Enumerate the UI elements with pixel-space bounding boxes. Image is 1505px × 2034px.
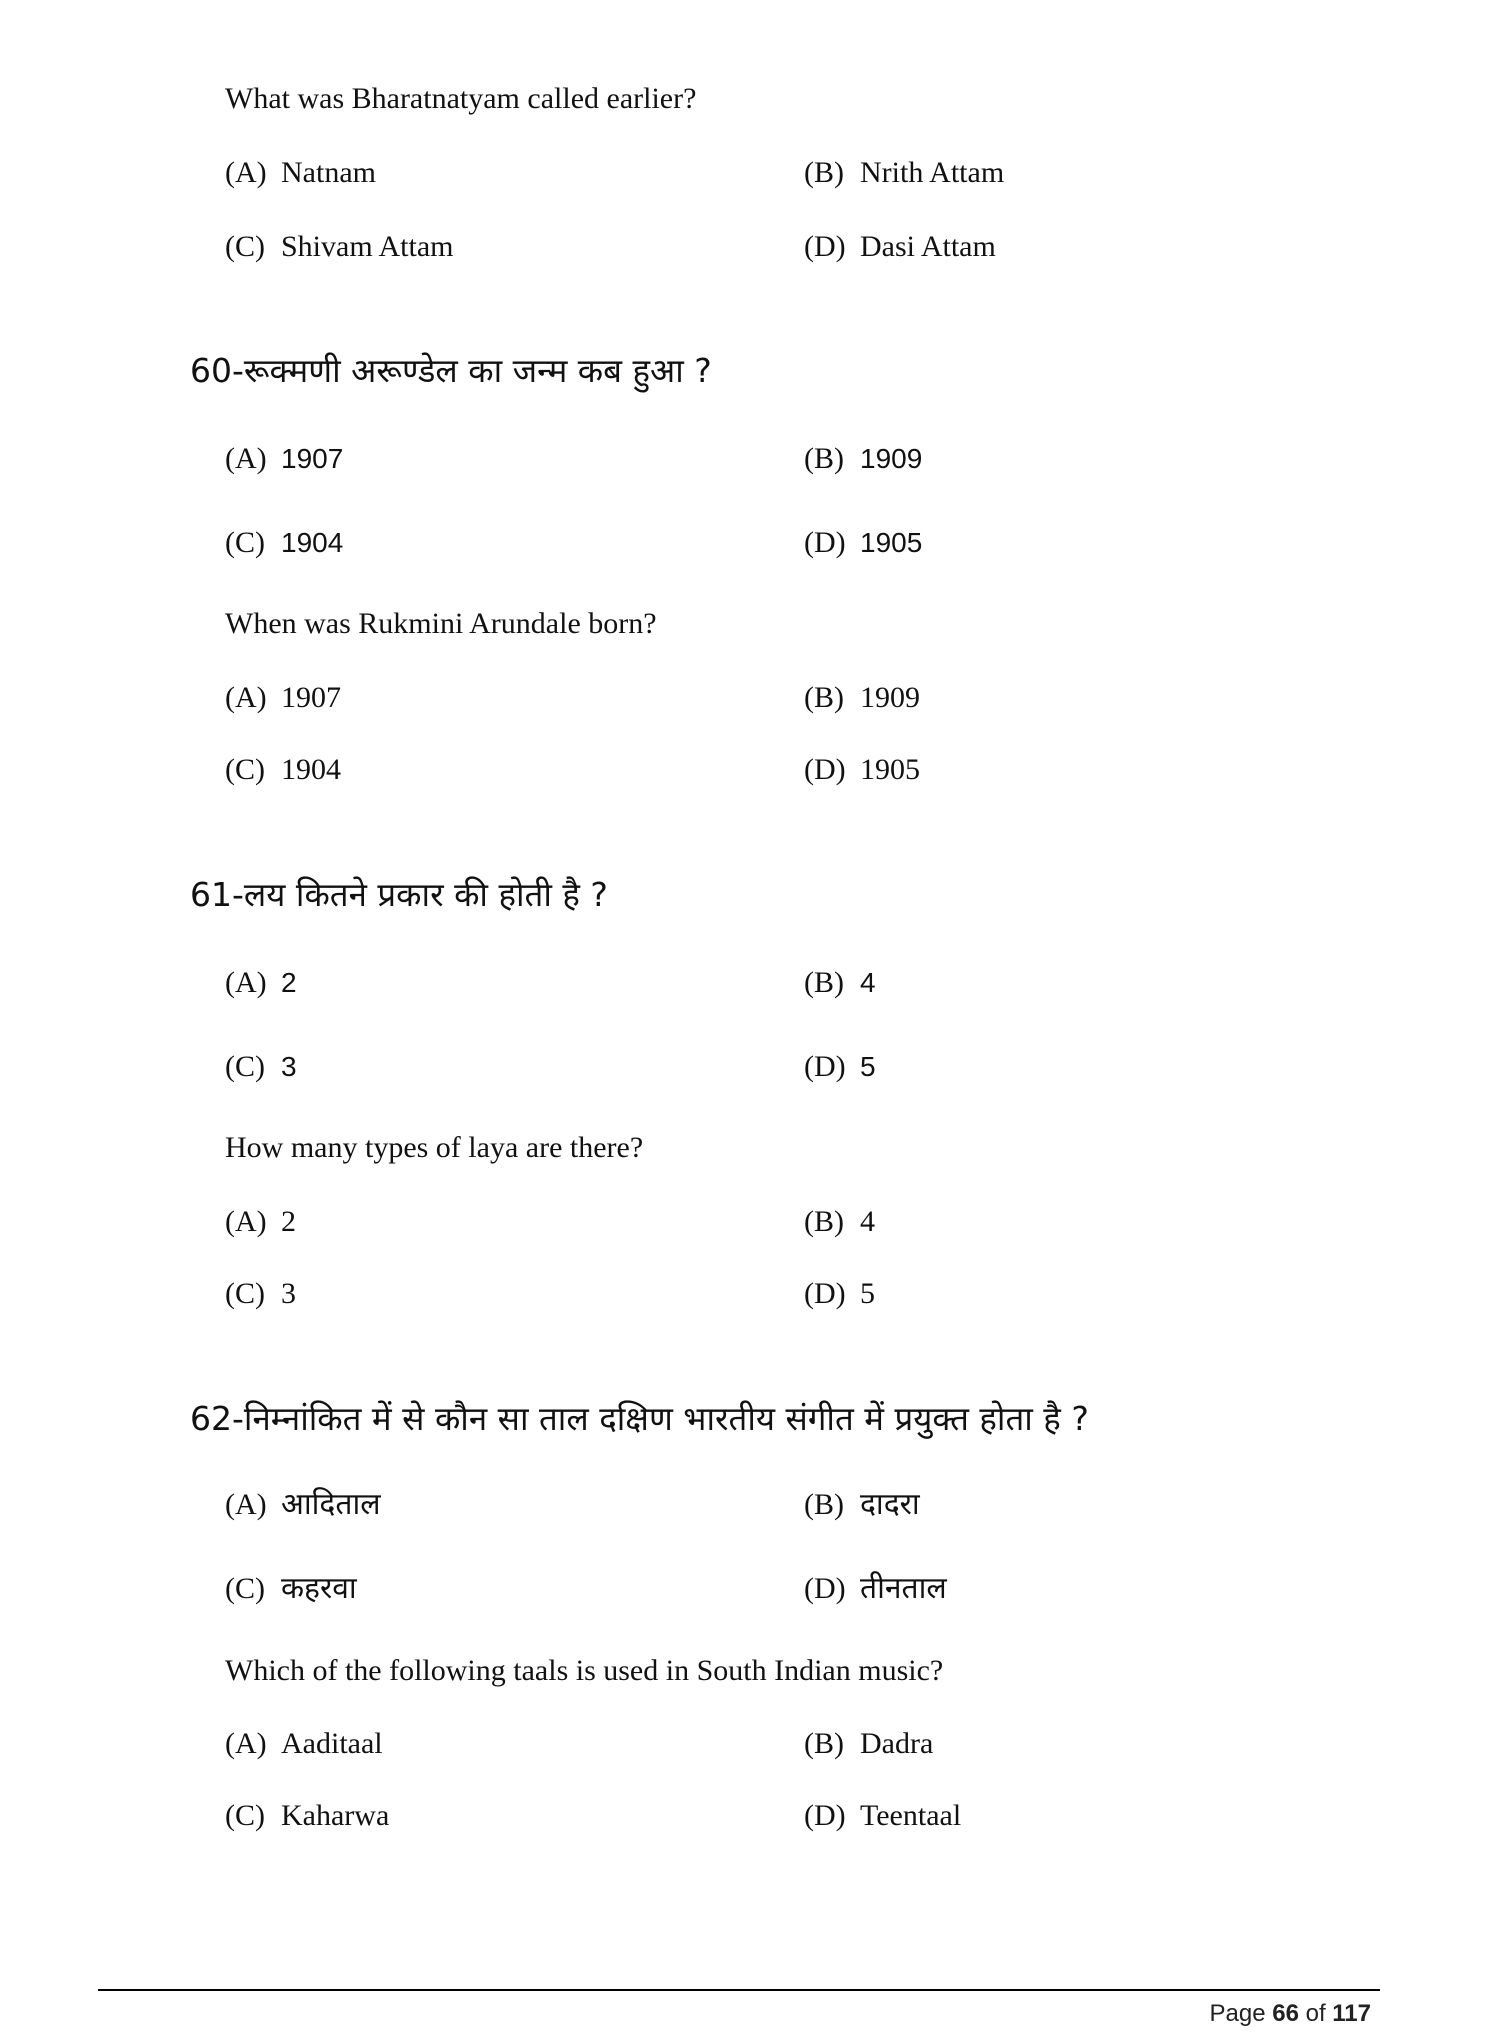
option-label: (C) [225, 1799, 265, 1832]
option-text: 1909 [860, 443, 923, 474]
option-label: (A) [225, 966, 267, 999]
q61-en-option-a [225, 1207, 296, 1237]
option-text: 5 [860, 1051, 876, 1082]
page-total: 117 [1332, 2000, 1371, 2027]
q59-en-option-c [225, 232, 454, 262]
option-label: (D) [804, 1572, 846, 1605]
q61-hi-option-b [804, 968, 876, 998]
option-text: Dasi Attam [860, 230, 996, 263]
option-label: (B) [804, 681, 844, 714]
option-label: (C) [225, 1050, 265, 1083]
option-label: (D) [804, 230, 846, 263]
q61-hi-option-d [804, 1052, 876, 1082]
q59-en-option-d [804, 232, 996, 262]
q61-en-option-c [225, 1279, 296, 1309]
q62-hi-option-d [804, 1571, 947, 1606]
q60-hi-option-c [225, 528, 343, 558]
option-label: (D) [804, 526, 846, 559]
option-text: 1907 [281, 681, 341, 714]
q61-hi-option-c [225, 1052, 297, 1082]
option-text: दादरा [860, 1487, 920, 1522]
option-label: (B) [804, 1727, 844, 1760]
option-text: 3 [281, 1051, 297, 1082]
option-text: Shivam Attam [281, 230, 454, 263]
question-62-text-hi: 62-निम्नांकित में से कौन सा ताल दक्षिण भारतीय संगीत में प्रयुक्त होता है ? [190, 1399, 1089, 1438]
q62-en-option-a [225, 1729, 383, 1759]
option-label: (A) [225, 1488, 267, 1521]
option-label: (A) [225, 681, 267, 714]
option-text: 5 [860, 1277, 875, 1310]
q60-hi-option-a [225, 444, 343, 474]
option-text: Kaharwa [281, 1799, 390, 1832]
option-text: तीनताल [860, 1571, 947, 1606]
question-60-text-hi: 60-रूक्मणी अरूण्डेल का जन्म कब हुआ ? [190, 351, 712, 390]
question-59-text-en: What was Bharatnatyam called earlier? [225, 82, 697, 115]
q60-hi-option-d [804, 528, 922, 558]
option-label: (B) [804, 156, 844, 189]
q62-hi-option-c [225, 1571, 357, 1606]
q62-hi-option-b [804, 1487, 920, 1522]
q62-en-option-d [804, 1801, 961, 1831]
page-prefix: Page [1209, 2000, 1266, 2027]
option-label: (A) [225, 442, 267, 475]
option-text: Teentaal [860, 1799, 962, 1832]
option-text: 1904 [281, 527, 344, 558]
q62-en-option-c [225, 1801, 389, 1831]
option-text: 2 [281, 967, 297, 998]
option-label: (B) [804, 1488, 844, 1521]
q59-en-option-b [804, 158, 1004, 188]
option-text: 1904 [281, 753, 341, 786]
page-current: 66 [1272, 2000, 1299, 2027]
q59-en-option-a [225, 158, 376, 188]
option-text: Aaditaal [281, 1727, 383, 1760]
option-label: (D) [804, 1799, 846, 1832]
option-text: आदिताल [281, 1487, 381, 1522]
q62-hi-option-a [225, 1487, 381, 1522]
option-label: (A) [225, 1205, 267, 1238]
option-label: (A) [225, 1727, 267, 1760]
option-label: (A) [225, 156, 267, 189]
option-text: कहरवा [281, 1571, 357, 1606]
option-label: (C) [225, 1277, 265, 1310]
q60-hi-option-b [804, 444, 922, 474]
option-label: (B) [804, 442, 844, 475]
question-61-text-hi: 61-लय कितने प्रकार की होती है ? [190, 875, 608, 914]
option-label: (D) [804, 1277, 846, 1310]
option-label: (D) [804, 1050, 846, 1083]
footer-divider [98, 1989, 1380, 1991]
option-label: (B) [804, 1205, 844, 1238]
q61-hi-option-a [225, 968, 297, 998]
option-label: (C) [225, 753, 265, 786]
option-label: (C) [225, 526, 265, 559]
q62-en-option-b [804, 1729, 933, 1759]
q60-en-option-b [804, 683, 920, 713]
option-text: 4 [860, 1205, 875, 1238]
q61-en-option-b [804, 1207, 875, 1237]
option-text: 1905 [860, 753, 920, 786]
question-62-text-en: Which of the following taals is used in South Indian music? [225, 1654, 944, 1687]
q61-en-option-d [804, 1279, 875, 1309]
option-text: 3 [281, 1277, 296, 1310]
option-text: 2 [281, 1205, 296, 1238]
option-label: (C) [225, 230, 265, 263]
q60-en-option-d [804, 755, 920, 785]
q60-en-option-c [225, 755, 341, 785]
option-text: 1905 [860, 527, 923, 558]
option-text: Dadra [860, 1727, 934, 1760]
option-label: (B) [804, 966, 844, 999]
option-text: 1909 [860, 681, 920, 714]
option-label: (C) [225, 1572, 265, 1605]
option-text: Nrith Attam [860, 156, 1005, 189]
question-60-text-en: When was Rukmini Arundale born? [225, 607, 657, 640]
option-text: 4 [860, 967, 876, 998]
page-of: of [1305, 2000, 1326, 2027]
option-label: (D) [804, 753, 846, 786]
option-text: Natnam [281, 156, 376, 189]
question-61-text-en: How many types of laya are there? [225, 1131, 644, 1164]
page-number [1209, 2000, 1371, 2028]
option-text: 1907 [281, 443, 344, 474]
q60-en-option-a [225, 683, 341, 713]
